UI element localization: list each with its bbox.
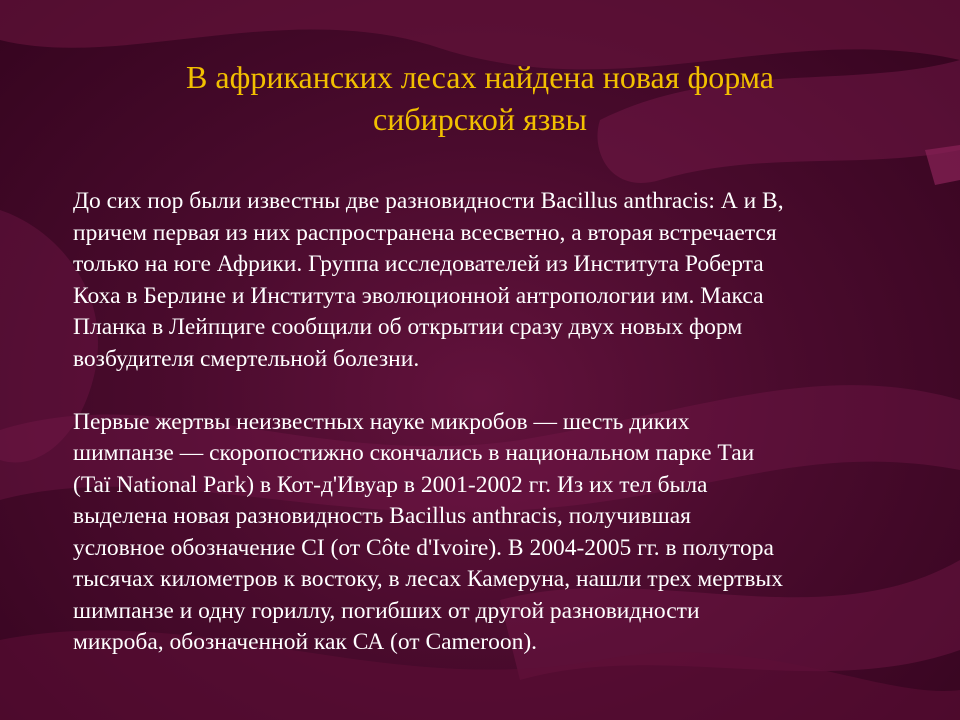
paragraph-2: Первые жертвы неизвестных науке микробов — шесть диких шимпанзе — скоропостижно скончались в национальном парке Таи (Taï National Park) в Кот-д'Ивуар в 2001-2002 гг. Из их тел была выделена новая разновидность Bacillus anthracis, получившая условное обозначение CI (от Côte d'Ivoire). В 2004-2005 гг. в полутора тысячах километров к востоку, в лесах Камеруна, нашли трех мертвых шимпанзе и одну гориллу, погибших от другой разновидности микроба, обозначенной как СА (от Cameroon). [73,408,783,655]
slide-title-text: В африканских лесах найдена новая форма сибирской язвы [186,59,774,137]
wave-band-right-ribbon [925,145,960,185]
paragraph-1: До сих пор были известны две разновидности Bacillus anthracis: А и B, причем первая из них распространена всесветно, а вторая встречается только на юге Африки. Группа исследователей из Института Роберта Коха в Берлине и Института эволюционной антропологии им. Макса Планка в Лейпциге сообщили об открытии сразу двух новых форм возбудителя смертельной болезни. [73,188,784,372]
slide-body [73,186,893,659]
slide-title [110,56,850,140]
